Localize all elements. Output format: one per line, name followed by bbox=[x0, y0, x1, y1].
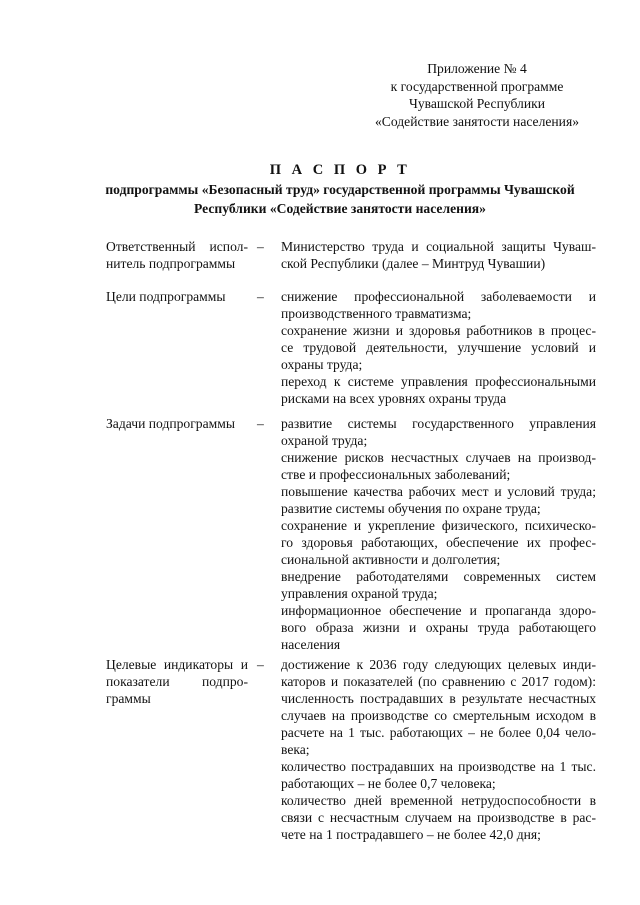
value-line: работающих – не более 0,7 человека; bbox=[281, 776, 496, 791]
value-line: сиональной активности и долголетия; bbox=[281, 552, 501, 567]
value-line: Министерство труда и социальной защиты Чуваш- bbox=[281, 239, 596, 254]
value-line: снижение рисков несчастных случаев на производ- bbox=[281, 450, 596, 465]
value-line: расчете на 1 тыс. работающих – не более 0,04 чело- bbox=[281, 725, 596, 740]
value-line: информационное обеспечение и пропаганда здоро- bbox=[281, 603, 596, 618]
appendix-line: к государственной программе bbox=[390, 78, 564, 94]
title-sub-line: подпрограммы «Безопасный труд» государственной программы Чувашской bbox=[105, 182, 575, 197]
value-line: се трудовой деятельности, улучшение условий и bbox=[281, 340, 596, 355]
value-line: каторов и показателей (по сравнению с 2017 годом): bbox=[281, 674, 596, 689]
value-line: рисками на всех уровнях охраны труда bbox=[281, 391, 507, 406]
row-label bbox=[106, 288, 248, 305]
value-line: связи с несчастным случаем на производстве в рас- bbox=[281, 810, 596, 825]
value-line: населения bbox=[281, 637, 341, 652]
row-label bbox=[106, 415, 248, 432]
value-line: стве и профессиональных заболеваний; bbox=[281, 467, 511, 482]
value-line: чете на 1 пострадавшего – не более 42,0 дня; bbox=[281, 827, 541, 842]
row-value bbox=[281, 288, 596, 407]
title-main: П А С П О Р Т bbox=[269, 162, 411, 178]
passport-title bbox=[60, 160, 620, 218]
row-dash: – bbox=[257, 416, 264, 431]
label-line: показатели подпро- bbox=[106, 674, 248, 689]
label-line: Целевые индикаторы и bbox=[106, 657, 248, 672]
value-line: управления охраной труда; bbox=[281, 586, 438, 601]
label-line: нитель подпрограммы bbox=[106, 256, 236, 271]
value-line: количество дней временной нетрудоспособности в bbox=[281, 793, 596, 808]
label-line: Цели подпрограммы bbox=[106, 289, 226, 304]
row-value bbox=[281, 415, 596, 653]
value-line: развитие системы государственного управления bbox=[281, 416, 596, 431]
appendix-line: Приложение № 4 bbox=[427, 61, 527, 76]
row-dash: – bbox=[257, 289, 264, 304]
title-sub-line: Республики «Содействие занятости населения» bbox=[194, 201, 486, 216]
value-line: производственного травматизма; bbox=[281, 306, 472, 321]
value-line: сохранение и укрепление физического, психическо- bbox=[281, 518, 596, 533]
row-value bbox=[281, 238, 596, 272]
value-line: ской Республики (далее – Минтруд Чувашии) bbox=[281, 256, 546, 271]
value-line: охраны труда; bbox=[281, 357, 363, 372]
value-line: сохранение жизни и здоровья работников в процес- bbox=[281, 323, 596, 338]
value-line: повышение качества рабочих мест и условий труда; bbox=[281, 484, 596, 499]
row-value bbox=[281, 656, 596, 843]
value-line: численность пострадавших в результате несчастных bbox=[281, 691, 596, 706]
appendix-block bbox=[360, 60, 594, 130]
value-line: снижение профессиональной заболеваемости и bbox=[281, 289, 596, 304]
value-line: количество пострадавших на производстве на 1 тыс. bbox=[281, 759, 596, 774]
value-line: достижение к 2036 году следующих целевых инди- bbox=[281, 657, 596, 672]
value-line: охраной труда; bbox=[281, 433, 368, 448]
row-label bbox=[106, 238, 248, 272]
value-line: го здоровья работающих, обеспечение их профес- bbox=[281, 535, 596, 550]
appendix-line: Чувашской Республики bbox=[409, 96, 545, 111]
row-label bbox=[106, 656, 248, 707]
row-dash: – bbox=[257, 239, 264, 254]
value-line: вого образа жизни и охраны труда работающего bbox=[281, 620, 596, 635]
row-dash: – bbox=[257, 657, 264, 672]
label-line: Ответственный испол- bbox=[106, 239, 248, 254]
value-line: развитие системы обучения по охране труда; bbox=[281, 501, 541, 516]
value-line: века; bbox=[281, 742, 310, 757]
value-line: случаев на производстве со смертельным исходом в bbox=[281, 708, 596, 723]
value-line: внедрение работодателями современных систем bbox=[281, 569, 596, 584]
label-line: граммы bbox=[106, 691, 151, 706]
label-line: Задачи подпрограммы bbox=[106, 416, 235, 431]
value-line: переход к системе управления профессиональными bbox=[281, 374, 596, 389]
appendix-line: «Содействие занятости населения» bbox=[374, 113, 580, 129]
